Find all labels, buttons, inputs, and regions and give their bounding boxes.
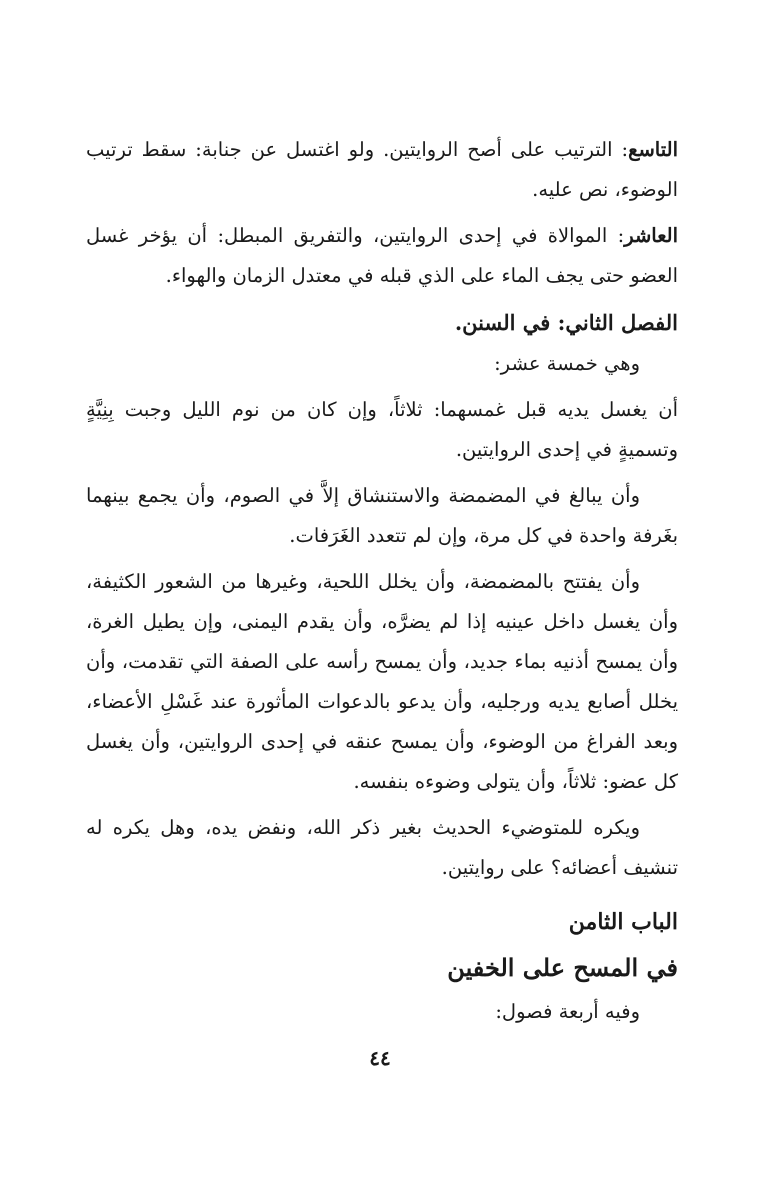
page-number: ٤٤	[369, 1046, 391, 1070]
section-heading: الفصل الثاني: في السنن.	[454, 310, 678, 335]
chapter-title: في المسح على الخفين	[447, 953, 678, 982]
paragraph-tenth-label: العاشر	[624, 224, 678, 247]
chapter-intro: وفيه أربعة فصول:	[495, 1000, 640, 1023]
sunnah-item-1: أن يغسل يديه قبل غمسهما: ثلاثاً، وإن كان من نوم الليل وجبت بِنِيَّةٍ وتسميةٍ في إحدى الروايتين.	[86, 398, 678, 461]
sunnah-item-3: وأن يفتتح بالمضمضة، وأن يخلل اللحية، وغيرها من الشعور الكثيفة، وأن يغسل داخل عينيه إذا لم يضرَّه، وأن يقدم اليمنى، وإن يطيل الغرة، وأن يمسح أذنيه بماء جديد، وأن يمسح رأسه على الصفة التي تقدمت، وأن يخلل أصابع يديه ورجليه، وأن يدعو بالدعوات المأثورة عند غَسْلِ الأعضاء، وبعد الفراغ من الوضوء، وأن يمسح عنقه في إحدى الروايتين، وأن يغسل كل عضو: ثلاثاً، وأن يتولى وضوءه بنفسه.	[86, 570, 678, 793]
paragraph-tenth	[86, 216, 678, 296]
chapter-number: الباب الثامن	[568, 909, 678, 935]
paragraph-tenth-text: : الموالاة في إحدى الروايتين، والتفريق المبطل: أن يؤخر غسل العضو حتى يجف الماء على الذي قبله في معتدل الزمان والهواء.	[86, 224, 678, 287]
sunnah-item-2: وأن يبالغ في المضمضة والاستنشاق إلاَّ في الصوم، وأن يجمع بينهما بغَرفة واحدة في كل مرة، وإن لم تتعدد الغَرَفات.	[86, 484, 678, 547]
paragraph-ninth-text: : الترتيب على أصح الروايتين. ولو اغتسل عن جنابة: سقط ترتيب الوضوء، نص عليه.	[86, 138, 678, 201]
paragraph-ninth	[86, 130, 678, 210]
disliked-acts-paragraph: ويكره للمتوضيء الحديث بغير ذكر الله، ونفض يده، وهل يكره له تنشيف أعضائه؟ على روايتين.	[86, 816, 678, 879]
section-intro: وهي خمسة عشر:	[494, 352, 640, 375]
paragraph-ninth-label: التاسع	[628, 138, 678, 161]
